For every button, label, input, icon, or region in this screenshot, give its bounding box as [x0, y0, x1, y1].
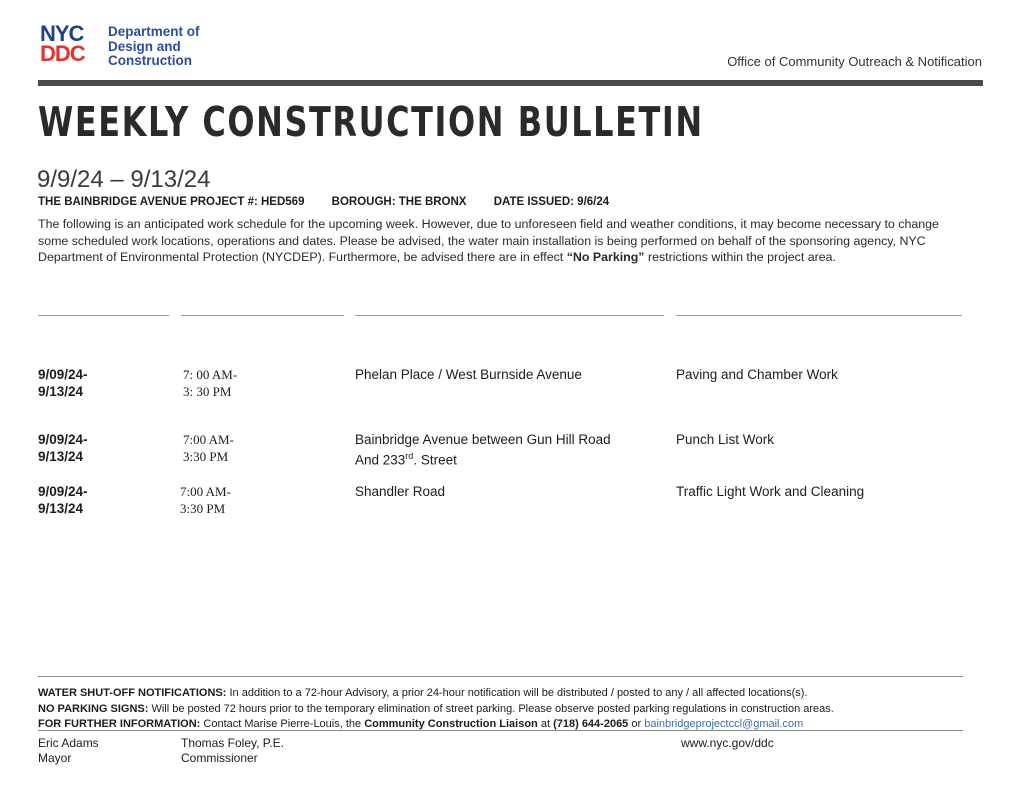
schedule-date: 9/09/24- 9/13/24 [38, 432, 88, 464]
footer-divider [38, 730, 963, 731]
office-name: Office of Community Outreach & Notification [727, 54, 982, 69]
department-name: Department of Design and Construction [108, 24, 200, 68]
schedule-work: Traffic Light Work and Cleaning [676, 484, 865, 499]
mayor-signature: Eric Adams Mayor [38, 736, 99, 765]
borough: BOROUGH: THE BRONX [331, 196, 467, 208]
page-title: WEEKLY CONSTRUCTION BULLETIN [38, 98, 704, 146]
date-issued: DATE ISSUED: 9/6/24 [493, 196, 610, 208]
schedule-location: Shandler Road [355, 484, 446, 499]
logo-nyc: NYC [40, 21, 84, 46]
no-parking-emphasis: “No Parking” [566, 250, 645, 264]
schedule-date: 9/09/24- 9/13/24 [38, 367, 88, 399]
schedule-location: Bainbridge Avenue between Gun Hill Road And 233rd. Street [355, 432, 611, 468]
parking-notice: NO PARKING SIGNS: Will be posted 72 hours prior to the temporary elimination of street parking. Please observe posted parking regulations in construction areas. [38, 702, 834, 715]
header-divider [38, 80, 983, 86]
intro-paragraph: The following is an anticipated work schedule for the upcoming week. However, due to unforeseen field and weather conditions, it may become necessary to change some scheduled work locations, operations and dates. Please be advised, the water main installation is being performed on behalf of the sponsoring agency, NYC Department of Environmental Protection (NYCDEP). Furthermore, be advised there are in effect “No Parking” restrictions within the project area. [38, 217, 939, 264]
notices-divider [38, 676, 963, 677]
logo-ddc: DDC [40, 41, 85, 66]
column-rule [676, 315, 962, 316]
info-notice: FOR FURTHER INFORMATION: Contact Marise Pierre-Louis, the Community Construction Liaison at (718) 644-2065 or bainbridgeprojectccl@gmail.com [38, 718, 804, 730]
schedule-work: Paving and Chamber Work [676, 367, 838, 382]
schedule-time: 7: 00 AM- 3: 30 PM [183, 367, 238, 399]
nyc-ddc-logo [40, 21, 102, 68]
schedule-time: 7:00 AM- 3:30 PM [180, 484, 231, 516]
schedule-work: Punch List Work [676, 432, 775, 447]
commissioner-signature: Thomas Foley, P.E. Commissioner [181, 736, 284, 765]
schedule-date: 9/09/24- 9/13/24 [38, 484, 88, 516]
date-range: 9/9/24 – 9/13/24 [37, 166, 211, 193]
website-link[interactable]: www.nyc.gov/ddc [681, 736, 774, 750]
column-rule [355, 315, 664, 316]
water-notice: WATER SHUT-OFF NOTIFICATIONS: In addition to a 72-hour Advisory, a prior 24-hour notification will be distributed / posted to any / all affected locations(s). [38, 687, 808, 699]
schedule-time: 7:00 AM- 3:30 PM [183, 432, 234, 464]
notices [38, 686, 978, 733]
column-rule [181, 315, 344, 316]
project-meta [38, 196, 633, 208]
column-rule [38, 315, 169, 316]
project-number: THE BAINBRIDGE AVENUE PROJECT #: HED569 [38, 196, 305, 208]
schedule-location: Phelan Place / West Burnside Avenue [355, 367, 582, 382]
liaison-email-link[interactable]: bainbridgeprojectccl@gmail.com [644, 718, 804, 730]
